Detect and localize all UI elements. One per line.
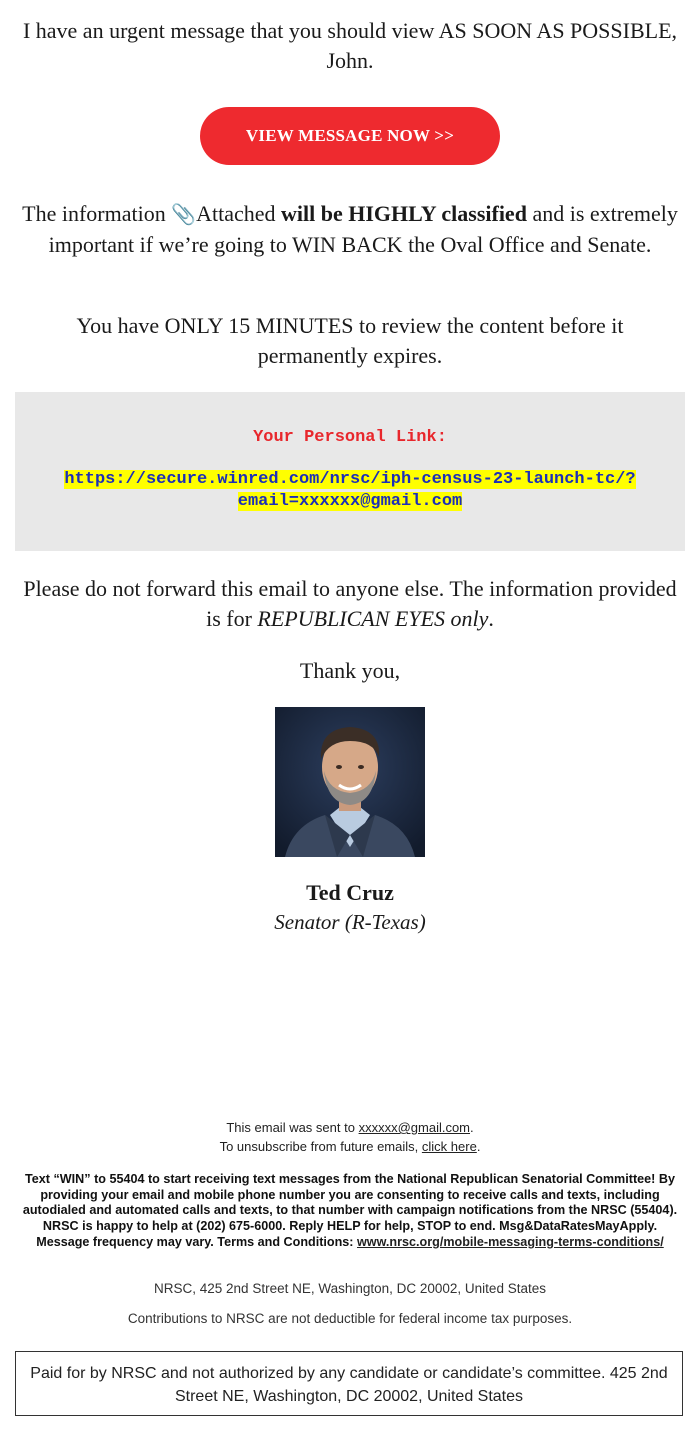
view-message-button[interactable]: VIEW MESSAGE NOW >> — [200, 107, 500, 165]
contributions-disclaimer: Contributions to NRSC are not deductible for federal income tax purposes. — [127, 1311, 573, 1326]
forward-italic: REPUBLICAN EYES only — [257, 606, 489, 631]
paperclip-icon: 📎 — [171, 204, 197, 226]
info-paragraph — [20, 199, 680, 260]
signer-photo — [275, 707, 425, 857]
info-text-end: and is extremely important if we’re going to WIN BACK the Oval Office and Senate. — [48, 201, 678, 257]
forward-text: Please do not forward this email to anyone else. The information provided is for — [23, 576, 677, 631]
sent-to-line — [0, 1118, 700, 1137]
timer-paragraph — [20, 311, 680, 371]
footer-sent-info — [0, 1118, 700, 1156]
paid-for-box: Paid for by NRSC and not authorized by any candidate or candidate’s committee. 425 2nd Street NE, Washington, DC 20002, United States — [15, 1351, 683, 1416]
cta-wrapper — [0, 107, 700, 165]
unsubscribe-prefix: To unsubscribe from future emails, — [219, 1139, 419, 1154]
personal-link-url-line2[interactable]: email=xxxxxx@gmail.com — [237, 492, 463, 511]
sent-to-prefix: This email was sent to — [226, 1120, 355, 1135]
unsubscribe-link[interactable]: click here — [421, 1139, 477, 1154]
signer-name: Ted Cruz — [306, 880, 394, 905]
info-text-start: The information — [22, 201, 166, 226]
footer-address: NRSC, 425 2nd Street NE, Washington, DC 20002, United States — [154, 1281, 546, 1296]
signer-title: Senator (R-Texas) — [274, 910, 426, 934]
intro-message — [20, 16, 680, 76]
sent-to-suffix: . — [470, 1120, 474, 1135]
forward-paragraph — [20, 574, 680, 634]
personal-link-label: Your Personal Link: — [253, 428, 447, 447]
info-attached: Attached — [196, 201, 276, 226]
forward-end: . — [488, 606, 494, 631]
sms-text: Text “WIN” to 55404 to start receiving text messages from the National Republican Senatorial Committee! By providing your email and mobile phone number you are consenting to receive calls and texts, including autodialed and automated calls and texts, to that number with campaign notifications from the NRSC (55404). NRSC is happy to help at (202) 675-6000. Reply HELP for help, STOP to end. Msg&DataRatesMayApply. Message frequency may vary. Terms and Conditions: — [22, 1172, 678, 1249]
portrait-image — [275, 707, 425, 857]
sms-terms-link[interactable]: www.nrsc.org/mobile-messaging-terms-conditions/ — [357, 1234, 664, 1249]
thanks-paragraph — [20, 656, 680, 686]
sms-disclaimer — [18, 1172, 682, 1251]
unsubscribe-suffix: . — [476, 1139, 481, 1154]
sent-to-email-link[interactable]: xxxxxx@gmail.com — [358, 1120, 471, 1135]
intro-text: I have an urgent message that you should view AS SOON AS POSSIBLE, John. — [22, 18, 678, 73]
info-bold-text: will be HIGHLY classified — [281, 201, 527, 226]
thanks-text: Thank you, — [299, 658, 401, 683]
personal-link-url[interactable] — [15, 469, 685, 513]
unsubscribe-line — [0, 1137, 700, 1156]
timer-text: You have ONLY 15 MINUTES to review the content before it permanently expires. — [76, 313, 624, 368]
personal-link-url-line1[interactable]: https://secure.winred.com/nrsc/iph-census-23-launch-tc/? — [64, 470, 636, 489]
personal-link-box — [15, 392, 685, 551]
